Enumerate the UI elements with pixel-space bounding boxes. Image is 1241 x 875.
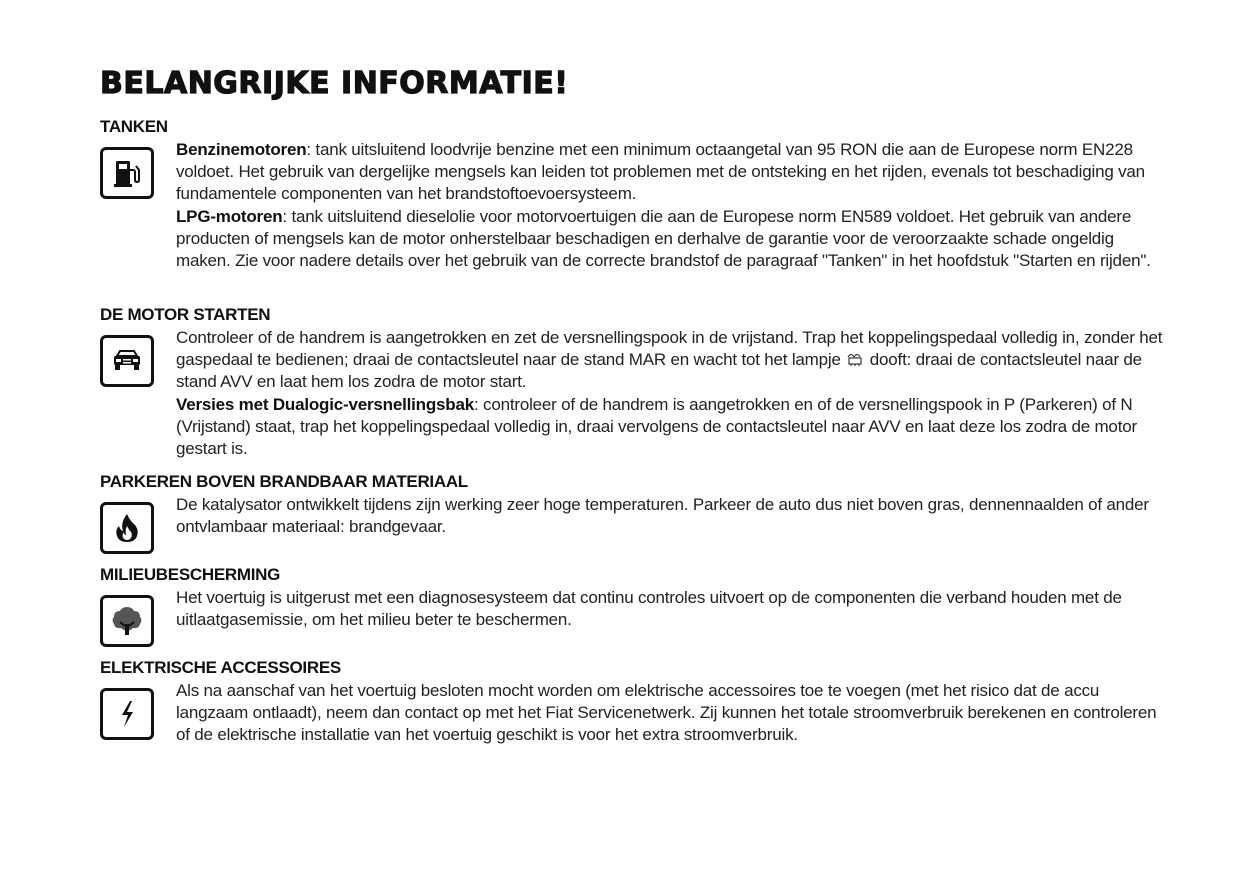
- bold-term: LPG-motoren: [176, 206, 283, 226]
- glow-plug-warning-icon: [845, 351, 865, 367]
- section-heading: TANKEN: [100, 117, 168, 136]
- section-heading: PARKEREN BOVEN BRANDBAAR MATERIAAL: [100, 472, 468, 491]
- section-elektrische-accessoires: [100, 658, 1170, 747]
- section-parkeren: [100, 472, 1170, 538]
- section-motor-starten: [100, 305, 1170, 460]
- paragraph: Als na aanschaf van het voertuig besloten mocht worden om elektrische accessoires toe te voegen (met het risico dat de accu langzaam ontlaadt), neem dan contact op met het Fiat Servicenetwerk. Zij kunnen het totale stroomverbruik berekenen en controleren of de elektrische installatie van het voertuig geschikt is voor het extra stroomverbruik.: [176, 681, 1157, 745]
- paragraph: LPG-motoren: tank uitsluitend dieselolie voor motorvoertuigen die aan de Europese norm EN589 voldoet. Het gebruik van andere producten of mengsels kan de motor onherstelbaar beschadigen en derhalve de garantie voor de veroorzaakte schade ongeldig maken. Zie voor nadere details over het gebruik van de correcte brandstof de paragraaf "Tanken" in het hoofdstuk "Starten en rijden".: [176, 206, 1151, 271]
- paragraph: Controleer of de handrem is aangetrokken en zet de versnellingspook in de vrijstand. Trap het koppelingspedaal volledig in, zonder het gaspedaal te bedienen; draai de contactsleutel naar de stand MAR en wacht tot het lampje dooft: draai de contactsleutel naar de stand AVV en laat hem los zodra de motor start.: [176, 328, 1163, 392]
- paragraph: Versies met Dualogic-versnellingsbak: controleer of de handrem is aangetrokken en of de versnellingspook in P (Parkeren) of N (Vrijstand) staat, trap het koppelingspedaal volledig in, draai vervolgens de contactsleutel naar AVV en laat deze los zodra de motor gestart is.: [176, 394, 1137, 459]
- paragraph: Het voertuig is uitgerust met een diagnosesysteem dat continu controles uitvoert op de componenten die verband houden met de uitlaatgasemissie, om het milieu beter te beschermen.: [176, 588, 1122, 630]
- section-text: [176, 139, 1170, 272]
- bold-term: Benzinemotoren: [176, 140, 307, 159]
- bold-term: Versies met Dualogic-versnellingsbak: [176, 394, 474, 414]
- page-title: BELANGRIJKE INFORMATIE!: [100, 66, 569, 101]
- fuel-pump-icon: [100, 147, 154, 199]
- tree-icon: [100, 595, 154, 647]
- section-text: [176, 680, 1170, 747]
- section-text: [176, 587, 1170, 631]
- lightning-icon: [100, 688, 154, 740]
- section-text: [176, 327, 1170, 460]
- section-milieubescherming: [100, 565, 1170, 631]
- section-heading: DE MOTOR STARTEN: [100, 305, 271, 324]
- car-icon: [100, 335, 154, 387]
- section-heading: ELEKTRISCHE ACCESSOIRES: [100, 658, 341, 677]
- paragraph: Benzinemotoren: tank uitsluitend loodvrije benzine met een minimum octaangetal van 95 RON die aan de Europese norm EN228 voldoet. Het gebruik van dergelijke mengsels kan leiden tot problemen met de ontsteking en het rijden, evenals tot beschadiging van fundamentele componenten van het brandstoftoevoersysteem.: [176, 140, 1145, 204]
- flame-icon: [100, 502, 154, 554]
- section-heading: MILIEUBESCHERMING: [100, 565, 281, 584]
- paragraph: De katalysator ontwikkelt tijdens zijn werking zeer hoge temperaturen. Parkeer de auto dus niet boven gras, dennennaalden of ander ontvlambaar materiaal: brandgevaar.: [176, 495, 1149, 537]
- section-text: [176, 494, 1170, 538]
- section-tanken: [100, 117, 1170, 272]
